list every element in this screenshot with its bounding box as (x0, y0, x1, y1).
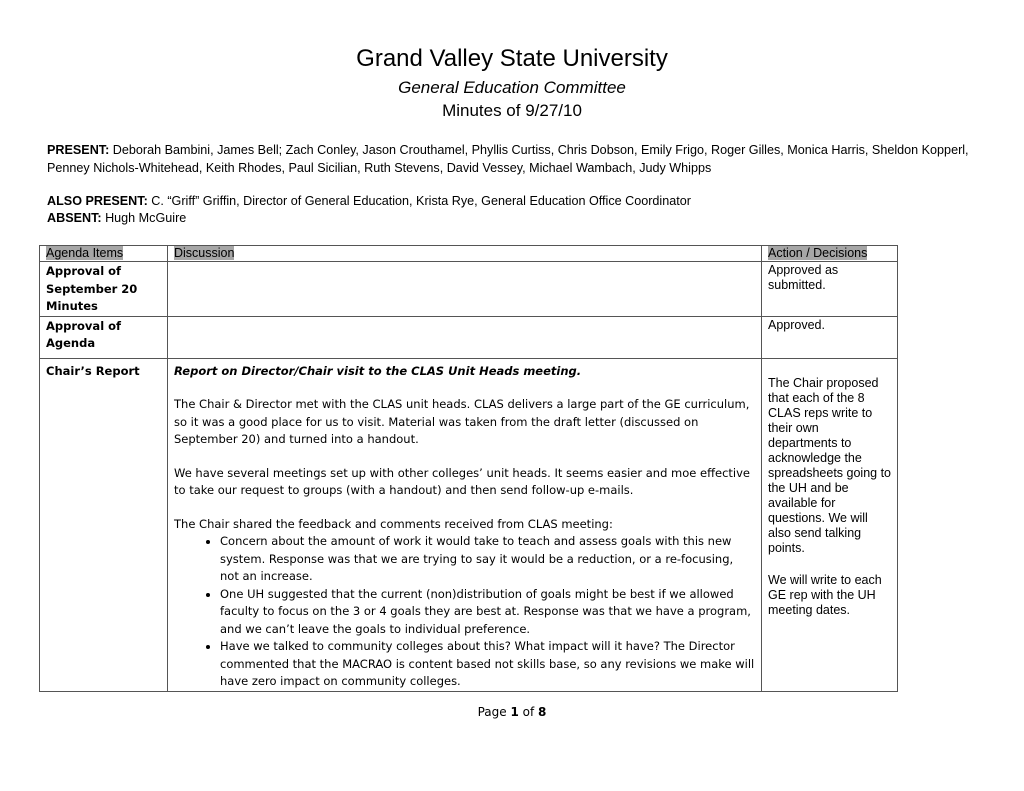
agenda-item: Approval of Agenda (40, 316, 168, 358)
also-present-names: C. “Griff” Griffin, Director of General Education, Krista Rye, General Education Office Coordinator (147, 194, 691, 208)
discussion-cell (168, 262, 762, 317)
header-agenda-items: Agenda Items (46, 246, 124, 260)
action-text: We will write to each GE rep with the UH meeting dates. (768, 572, 882, 617)
action-text: The Chair proposed that each of the 8 CLAS reps write to their own departments to acknowledge the spreadsheets going to the UH and be available for questions. We will also send talking points. (768, 375, 892, 555)
feedback-list (174, 533, 755, 691)
discussion-paragraph: The Chair shared the feedback and comments received from CLAS meeting: (174, 516, 613, 531)
header-cell-discussion (168, 246, 762, 262)
list-item: • Have we talked to community colleges about this? What impact will it have? The Director commented that the MACRAO is content based not skills base, so any revisions we make will have zero impact on community colleges. (220, 638, 755, 691)
action-cell: Approved as submitted. (762, 262, 898, 317)
absent-list (47, 209, 977, 227)
table-row (40, 262, 898, 317)
minutes-date: Minutes of 9/27/10 (442, 101, 582, 120)
minutes-table (39, 245, 898, 692)
also-present-label: ALSO PRESENT: (47, 194, 148, 208)
header-cell-agenda (40, 246, 168, 262)
agenda-item: Chair’s Report (40, 358, 168, 691)
page-number: 1 (510, 705, 519, 719)
absent-names: Hugh McGuire (101, 211, 187, 225)
discussion-heading: Report on Director/Chair visit to the CLAS Unit Heads meeting. (174, 363, 582, 378)
action-cell (762, 358, 898, 691)
action-cell: Approved. (762, 316, 898, 358)
table-row (40, 358, 898, 691)
discussion-paragraph: We have several meetings set up with other colleges’ unit heads. It seems easier and moe effective to take our request to groups (with a handout) and then send follow-up e-mails. (174, 465, 750, 497)
total-pages: 8 (538, 705, 547, 719)
also-present-list (47, 192, 977, 210)
page-label: Page (477, 705, 511, 719)
document-title: Grand Valley State University (356, 45, 668, 72)
of-label: of (518, 705, 539, 719)
page-footer (0, 705, 1024, 719)
header-cell-action (762, 246, 898, 262)
present-list (47, 141, 977, 177)
table-header-row (40, 246, 898, 262)
header-action-decisions: Action / Decisions (768, 246, 868, 260)
list-item: • Concern about the amount of work it would take to teach and assess goals with this new system. Response was that we are trying to say it would be a reduction, or a re-focusing, not an increase. (220, 533, 755, 586)
discussion-cell (168, 316, 762, 358)
discussion-cell (168, 358, 762, 691)
list-item: • One UH suggested that the current (non)distribution of goals might be best if we allowed faculty to focus on the 3 or 4 goals they are best at. Response was that we have a program, and we can’t leave the goals to individual preference. (220, 586, 755, 639)
agenda-item: Approval of September 20 Minutes (40, 262, 168, 317)
discussion-paragraph: The Chair & Director met with the CLAS unit heads. CLAS delivers a large part of the GE curriculum, so it was a good place for us to visit. Material was taken from the draft letter (discussed on September 20) and turned into a handout. (174, 397, 750, 446)
absent-label: ABSENT: (47, 211, 102, 225)
committee-name: General Education Committee (398, 78, 626, 97)
table-row (40, 316, 898, 358)
present-label: PRESENT: (47, 143, 110, 157)
present-names: Deborah Bambini, James Bell; Zach Conley, Jason Crouthamel, Phyllis Curtiss, Chris Dobson, Emily Frigo, Roger Gilles, Monica Harris, Sheldon Kopperl, Penney Nichols-Whitehead, Keith Rhodes, Paul Sicilian, Ruth Stevens, David Vessey, Michael Wambach, Judy Whipps (47, 143, 969, 175)
header-discussion: Discussion (174, 246, 235, 260)
